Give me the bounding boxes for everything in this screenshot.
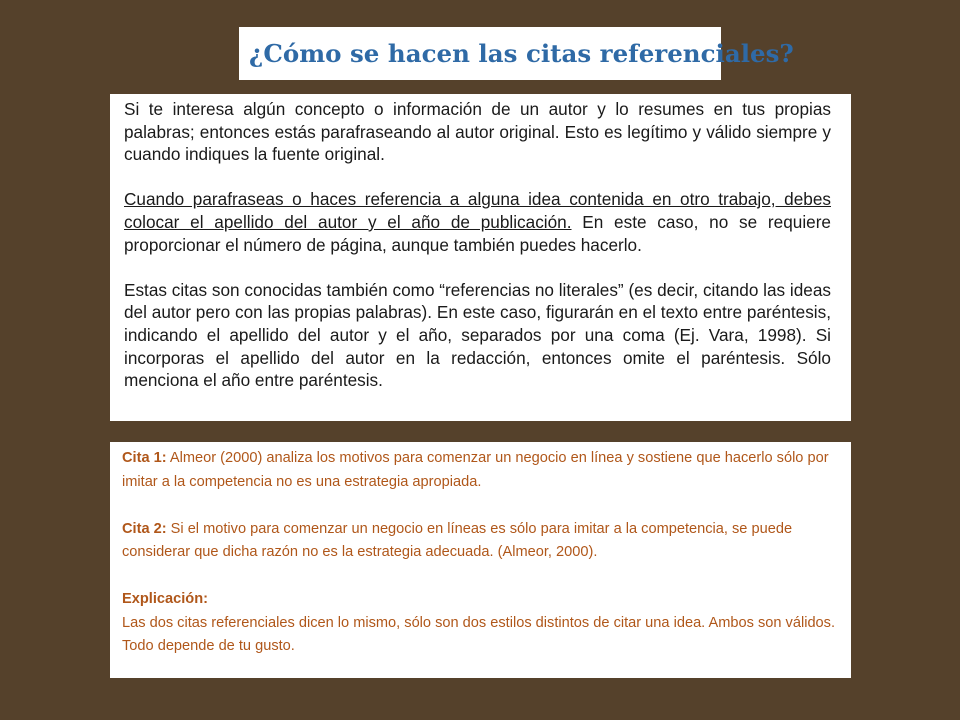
cita-2-text: Si el motivo para comenzar un negocio en líneas es sólo para imitar a la competencia, se puede considerar que dicha razón no es la estrategia adecuada. (Almeor, 2000). bbox=[122, 520, 793, 560]
explicacion-label: Explicación: bbox=[122, 591, 208, 607]
intro-paragraph-2-underlined: Cuando parafraseas o haces referencia a alguna idea contenida en otro trabajo, debes colocar el apellido del autor y el año de publicación. bbox=[124, 189, 831, 232]
slide-title: ¿Cómo se hacen las citas referenciales? bbox=[249, 39, 794, 68]
intro-paragraph-2 bbox=[124, 188, 831, 256]
intro-paragraph-2-rest: En este caso, no se requiere proporcionar el número de página, aunque también puedes hacerlo. bbox=[124, 211, 831, 255]
explicacion-text: Las dos citas referenciales dicen lo mismo, sólo son dos estilos distintos de citar una idea. Ambos son válidos. Todo depende de tu gusto. bbox=[122, 614, 836, 654]
cita-1-label: Cita 1: bbox=[122, 450, 167, 466]
intro-paragraph-1: Si te interesa algún concepto o información de un autor y lo resumes en tus propias palabras; entonces estás parafraseando al autor original. Esto es legítimo y válido siempre y cuando indiques la fuente original. bbox=[124, 99, 831, 165]
title-box bbox=[239, 27, 794, 80]
cita-1 bbox=[122, 447, 837, 494]
citas-box bbox=[110, 442, 851, 678]
intro-text-box bbox=[110, 94, 851, 421]
cita-2-label: Cita 2: bbox=[122, 520, 167, 537]
explicacion bbox=[122, 588, 837, 659]
intro-paragraph-3: Estas citas son conocidas también como “referencias no literales” (es decir, citando las ideas del autor pero con las propias palabras). En este caso, figurarán en el texto entre paréntesis, indicando el apellido del autor y el año, separados por una coma (Ej. Vara, 1998). Si incorporas el apellido del autor en la redacción, entonces omite el paréntesis. Sólo menciona el año entre paréntesis. bbox=[124, 279, 831, 391]
cita-1-text: Almeor (2000) analiza los motivos para comenzar un negocio en línea y sostiene que hacerlo sólo por imitar a la competencia no es una estrategia apropiada. bbox=[122, 450, 829, 490]
cita-2 bbox=[122, 518, 837, 565]
